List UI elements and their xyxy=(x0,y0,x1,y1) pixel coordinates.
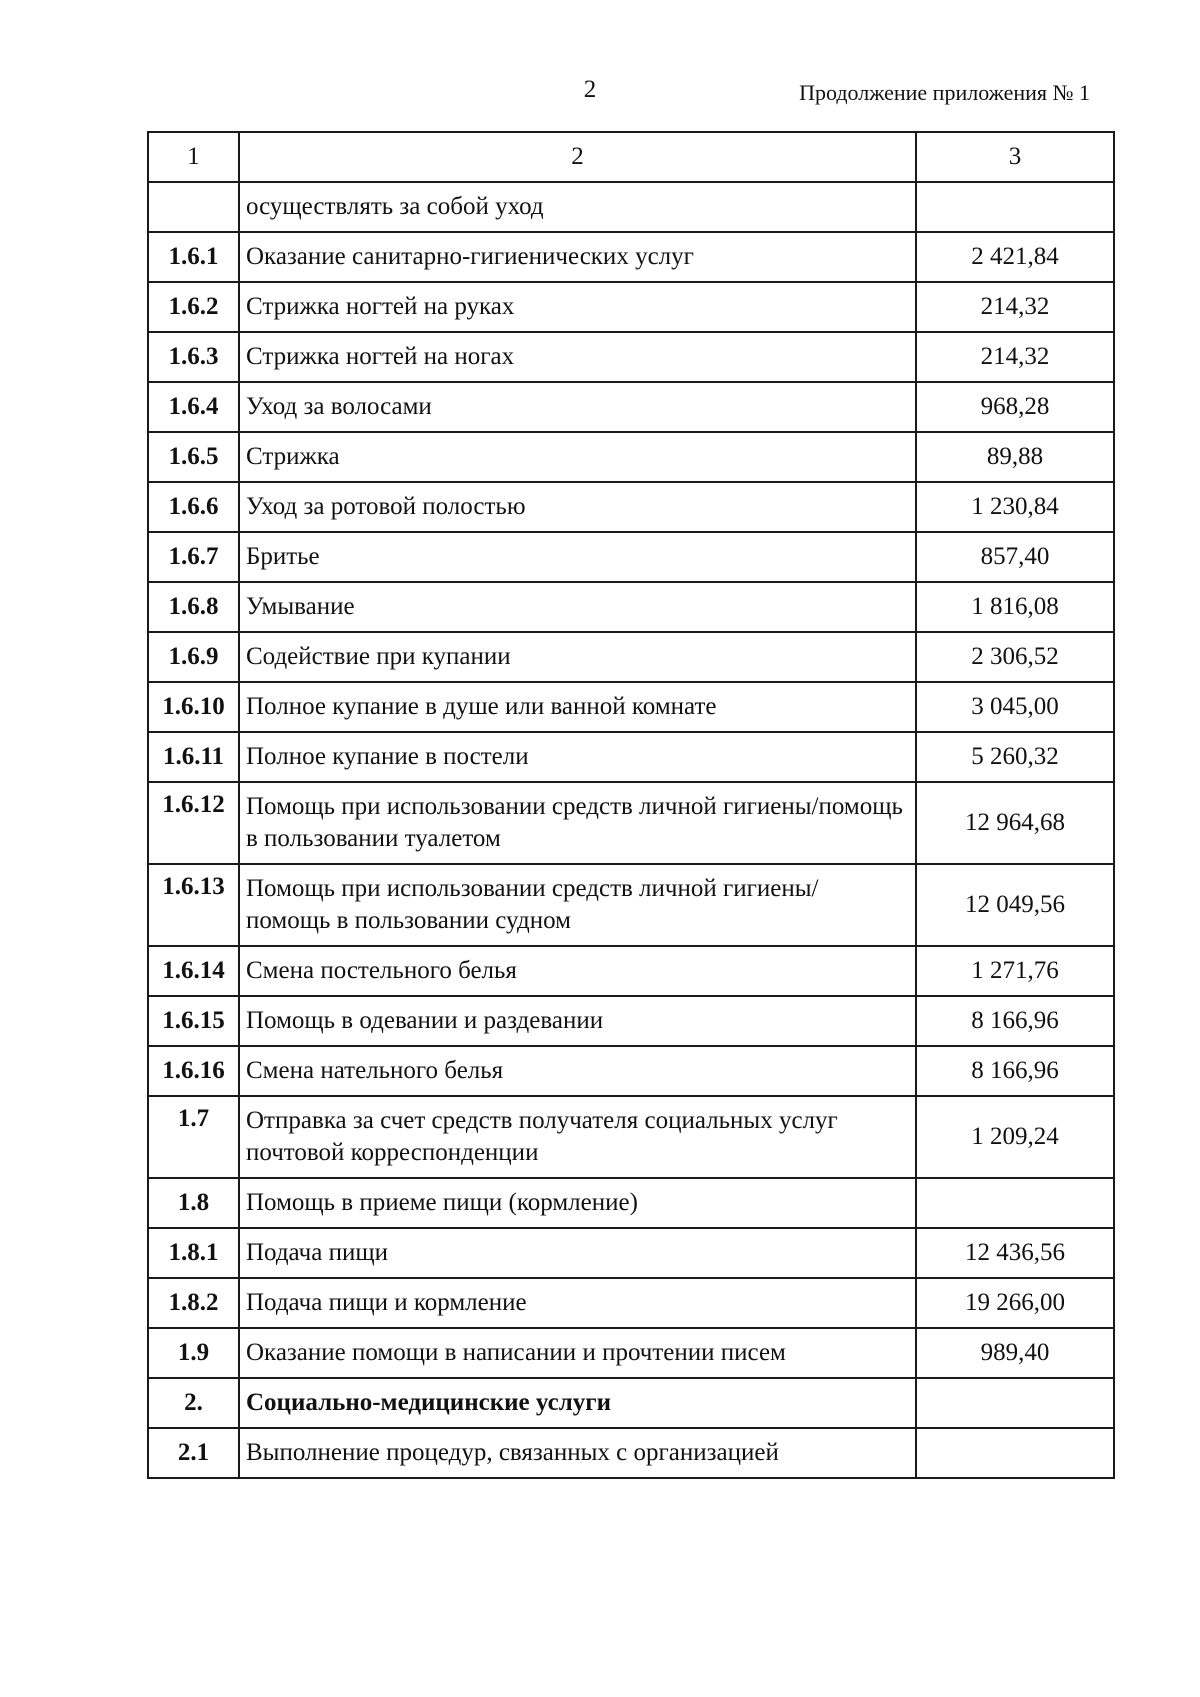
table-row xyxy=(148,482,1114,532)
row-number: 1.6.16 xyxy=(148,1046,239,1096)
row-service-name: Оказание помощи в написании и прочтении писем xyxy=(239,1328,916,1378)
table-row xyxy=(148,382,1114,432)
row-price: 19 266,00 xyxy=(916,1278,1114,1328)
row-price: 989,40 xyxy=(916,1328,1114,1378)
table-row xyxy=(148,1428,1114,1478)
table-row xyxy=(148,732,1114,782)
row-service-name: Помощь в одевании и раздевании xyxy=(239,996,916,1046)
table-row xyxy=(148,182,1114,232)
table-row xyxy=(148,232,1114,282)
table-header-row xyxy=(148,132,1114,182)
table-row xyxy=(148,1328,1114,1378)
row-number: 1.9 xyxy=(148,1328,239,1378)
row-number: 1.6.12 xyxy=(148,782,239,864)
table-row xyxy=(148,1178,1114,1228)
row-number: 2. xyxy=(148,1378,239,1428)
row-price: 2 421,84 xyxy=(916,232,1114,282)
row-number: 1.6.11 xyxy=(148,732,239,782)
row-service-name: Полное купание в душе или ванной комнате xyxy=(239,682,916,732)
table-row xyxy=(148,1096,1114,1178)
row-price: 12 049,56 xyxy=(916,864,1114,946)
row-number: 1.8.2 xyxy=(148,1278,239,1328)
row-number: 1.6.6 xyxy=(148,482,239,532)
table-row xyxy=(148,682,1114,732)
row-service-name: Уход за ротовой полостью xyxy=(239,482,916,532)
row-service-name: Умывание xyxy=(239,582,916,632)
table-row xyxy=(148,946,1114,996)
table-row xyxy=(148,582,1114,632)
row-number: 1.6.10 xyxy=(148,682,239,732)
page-number: 2 xyxy=(583,76,597,103)
row-service-name: Полное купание в постели xyxy=(239,732,916,782)
services-price-table xyxy=(147,131,1115,1479)
row-service-name: Смена постельного белья xyxy=(239,946,916,996)
table-row xyxy=(148,1046,1114,1096)
row-number xyxy=(148,182,239,232)
row-number: 1.6.9 xyxy=(148,632,239,682)
row-service-name: Отправка за счет средств получателя социальных услуг почтовой корреспонденции xyxy=(239,1096,916,1178)
row-service-name: Содействие при купании xyxy=(239,632,916,682)
row-service-name: Стрижка ногтей на руках xyxy=(239,282,916,332)
section-heading: Социально-медицинские услуги xyxy=(239,1378,916,1428)
column-header-number: 1 xyxy=(148,132,239,182)
table-row xyxy=(148,1228,1114,1278)
row-price: 1 230,84 xyxy=(916,482,1114,532)
table-row xyxy=(148,432,1114,482)
row-price: 2 306,52 xyxy=(916,632,1114,682)
row-service-name: Выполнение процедур, связанных с организацией xyxy=(239,1428,916,1478)
row-number: 1.6.8 xyxy=(148,582,239,632)
row-number: 1.7 xyxy=(148,1096,239,1178)
row-service-name: осуществлять за собой уход xyxy=(239,182,916,232)
row-price: 12 436,56 xyxy=(916,1228,1114,1278)
row-service-name: Подача пищи xyxy=(239,1228,916,1278)
row-price xyxy=(916,1378,1114,1428)
row-service-name: Уход за волосами xyxy=(239,382,916,432)
row-price: 8 166,96 xyxy=(916,1046,1114,1096)
row-service-name: Подача пищи и кормление xyxy=(239,1278,916,1328)
row-price: 857,40 xyxy=(916,532,1114,582)
table-row xyxy=(148,864,1114,946)
row-service-name: Оказание санитарно-гигиенических услуг xyxy=(239,232,916,282)
row-price: 1 209,24 xyxy=(916,1096,1114,1178)
table-row xyxy=(148,282,1114,332)
row-service-name: Стрижка xyxy=(239,432,916,482)
row-price xyxy=(916,1428,1114,1478)
row-service-name: Помощь при использовании средств личной гигиены/помощь в пользовании туалетом xyxy=(239,782,916,864)
row-price: 1 816,08 xyxy=(916,582,1114,632)
table-row xyxy=(148,332,1114,382)
row-number: 2.1 xyxy=(148,1428,239,1478)
row-number: 1.8 xyxy=(148,1178,239,1228)
row-number: 1.6.3 xyxy=(148,332,239,382)
column-header-price: 3 xyxy=(916,132,1114,182)
column-header-service: 2 xyxy=(239,132,916,182)
row-number: 1.6.4 xyxy=(148,382,239,432)
row-price: 89,88 xyxy=(916,432,1114,482)
row-price xyxy=(916,1178,1114,1228)
row-price xyxy=(916,182,1114,232)
table-row xyxy=(148,1378,1114,1428)
row-service-name: Бритье xyxy=(239,532,916,582)
row-price: 8 166,96 xyxy=(916,996,1114,1046)
row-number: 1.6.5 xyxy=(148,432,239,482)
table-row xyxy=(148,782,1114,864)
appendix-continuation-label: Продолжение приложения № 1 xyxy=(799,80,1090,105)
table-row xyxy=(148,996,1114,1046)
row-price: 5 260,32 xyxy=(916,732,1114,782)
table-row xyxy=(148,532,1114,582)
row-price: 214,32 xyxy=(916,332,1114,382)
row-number: 1.6.2 xyxy=(148,282,239,332)
row-service-name: Помощь при использовании средств личной гигиены/ помощь в пользовании судном xyxy=(239,864,916,946)
row-price: 3 045,00 xyxy=(916,682,1114,732)
table-row xyxy=(148,1278,1114,1328)
row-number: 1.6.13 xyxy=(148,864,239,946)
row-service-name: Помощь в приеме пищи (кормление) xyxy=(239,1178,916,1228)
row-number: 1.6.15 xyxy=(148,996,239,1046)
row-number: 1.6.1 xyxy=(148,232,239,282)
row-service-name: Смена нательного белья xyxy=(239,1046,916,1096)
row-price: 968,28 xyxy=(916,382,1114,432)
row-price: 12 964,68 xyxy=(916,782,1114,864)
row-number: 1.6.14 xyxy=(148,946,239,996)
table-row xyxy=(148,632,1114,682)
row-number: 1.6.7 xyxy=(148,532,239,582)
row-number: 1.8.1 xyxy=(148,1228,239,1278)
row-price: 1 271,76 xyxy=(916,946,1114,996)
row-price: 214,32 xyxy=(916,282,1114,332)
row-service-name: Стрижка ногтей на ногах xyxy=(239,332,916,382)
